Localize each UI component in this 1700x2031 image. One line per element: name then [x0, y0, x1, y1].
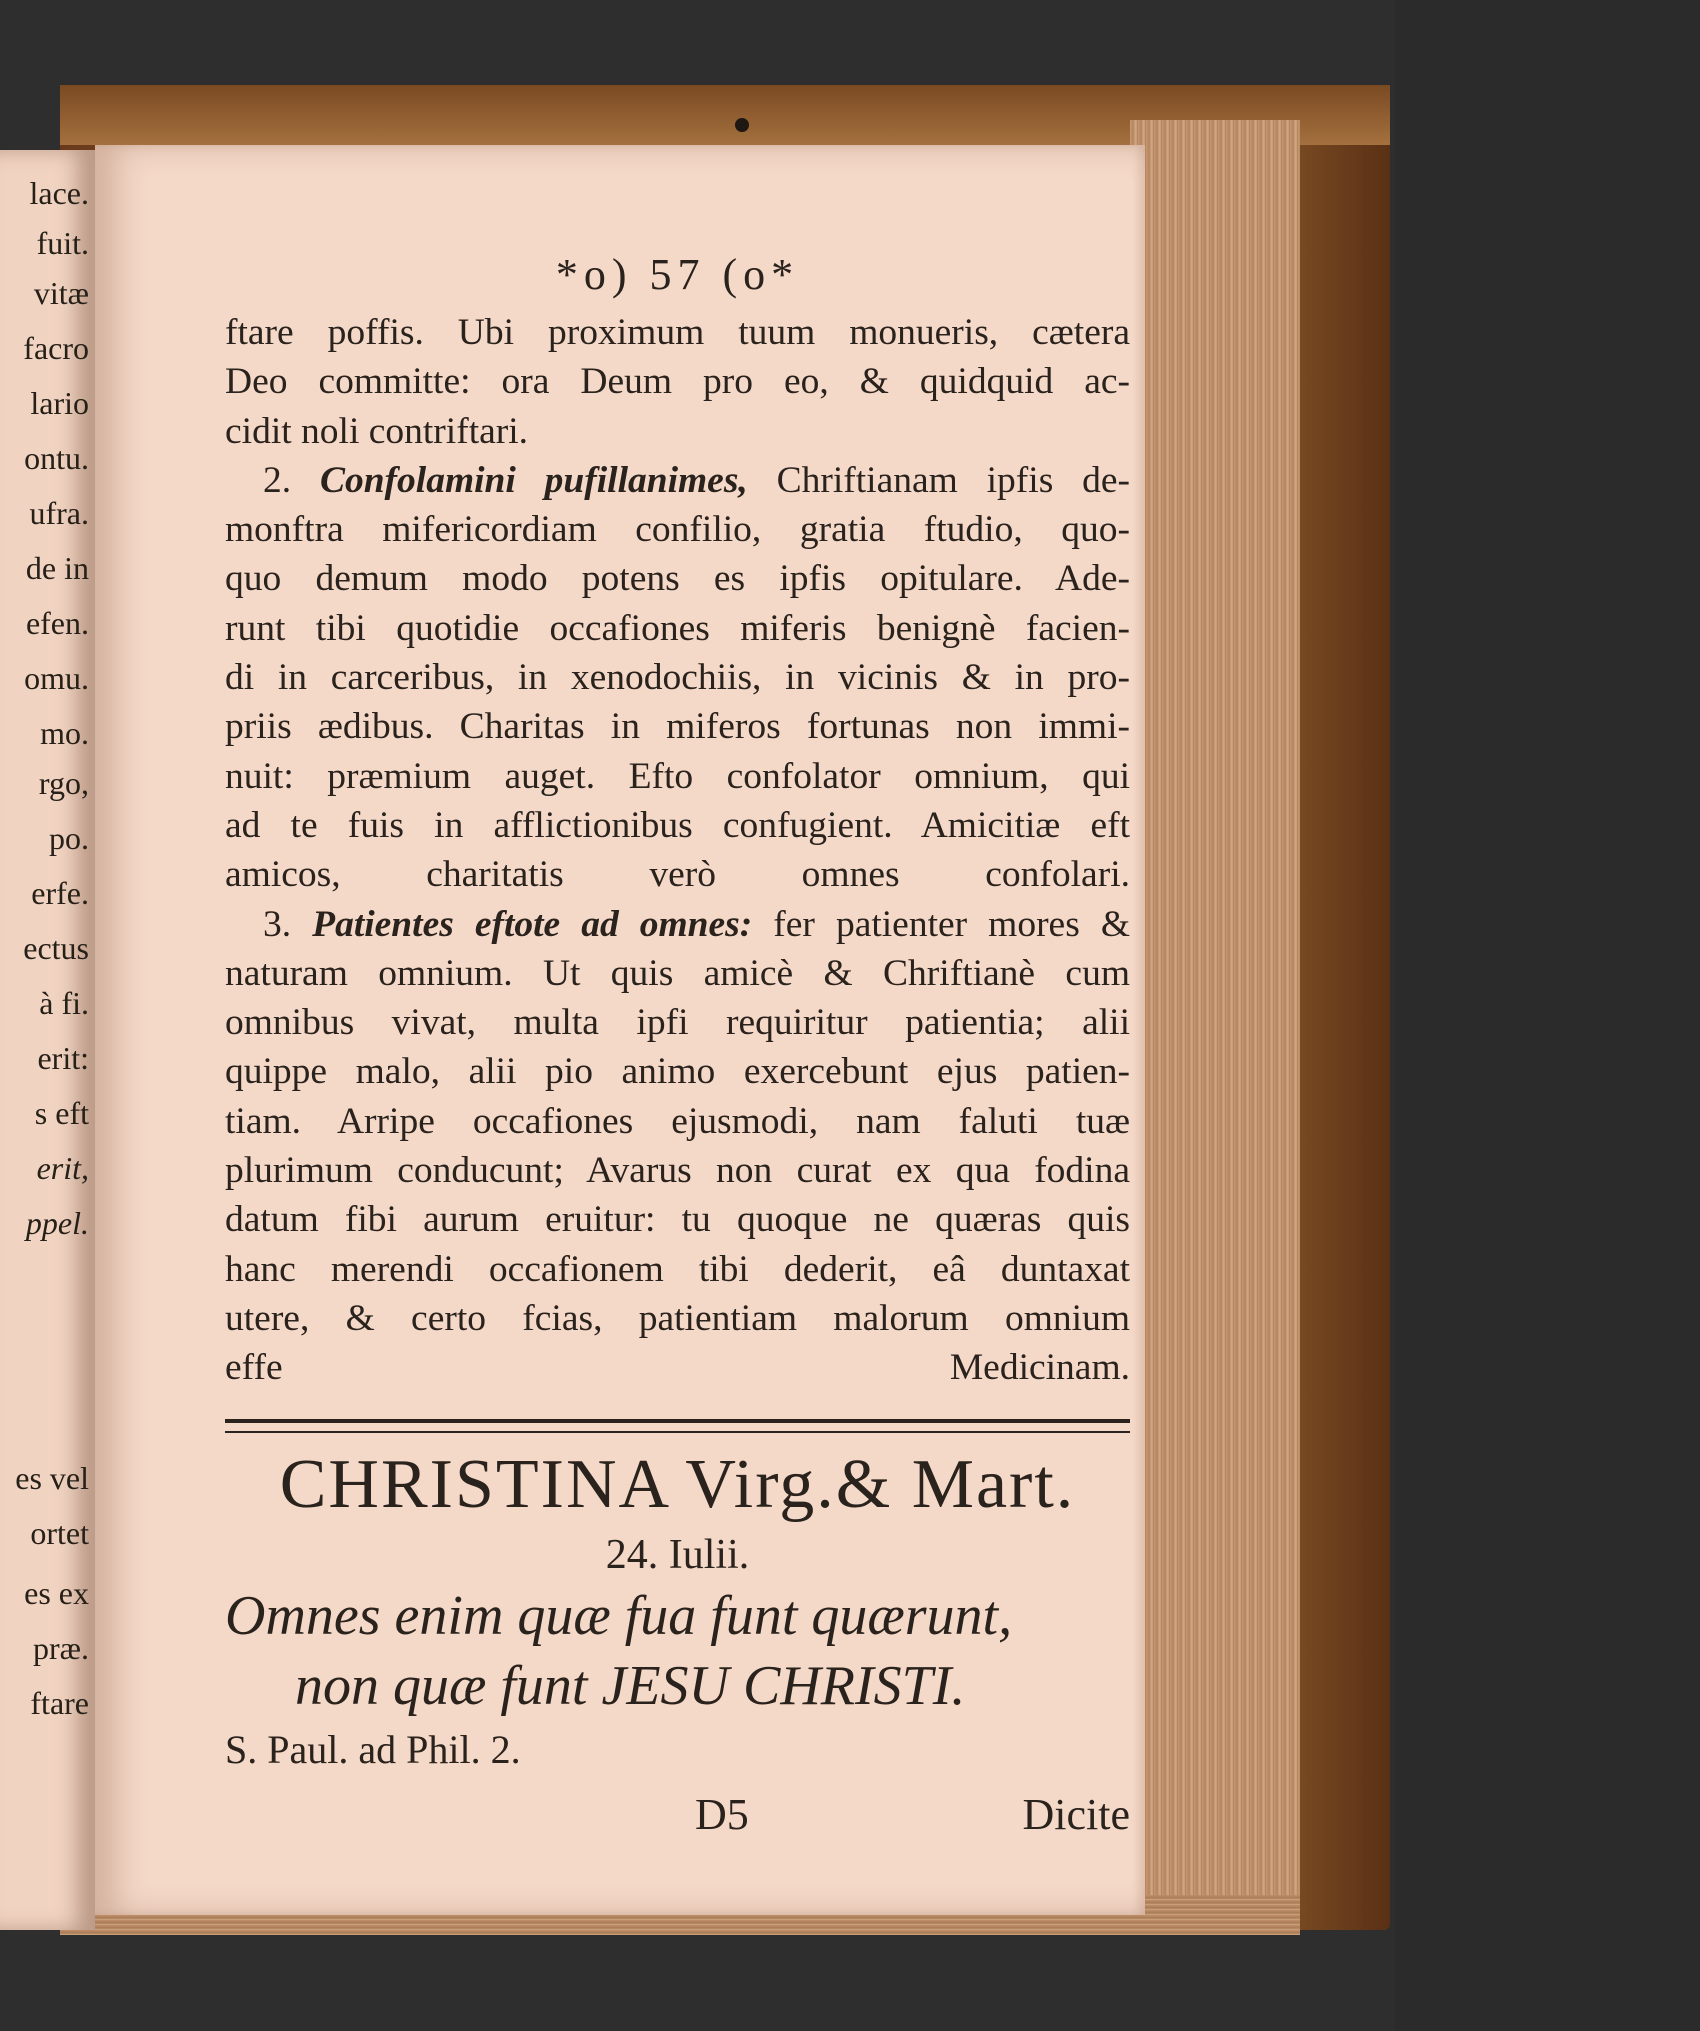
scripture-citation: S. Paul. ad Phil. 2.	[225, 1726, 521, 1772]
paragraph-1	[225, 308, 1130, 456]
page-content	[225, 250, 1130, 1849]
point-number: 3.	[263, 903, 292, 945]
page-fore-edge	[1130, 120, 1300, 1900]
point-heading: Confolamini pufillanimes,	[319, 459, 748, 501]
left-page-fragment: præ.	[33, 1630, 89, 1666]
text-line: hanc merendi occafionem tibi dederit, eâ duntaxat	[225, 1248, 1130, 1290]
text-line: quippe malo, alii pio animo exercebunt ejus patien-	[225, 1051, 1130, 1093]
paragraph-3	[225, 900, 1130, 1393]
text-line: datum fibi aurum eruitur: tu quoque ne quæras quis	[225, 1199, 1130, 1241]
left-page-fragment: lace.	[29, 175, 89, 211]
text-line: utere, & certo fcias, patientiam malorum omnium	[225, 1297, 1130, 1339]
running-head: *o) 57 (o*	[555, 250, 800, 299]
catchword: Dicite	[1022, 1789, 1130, 1839]
backdrop	[1395, 0, 1700, 2031]
text-fragment: Chriftianam ipfis de-	[776, 459, 1130, 501]
left-page-fragment: erfe.	[31, 875, 89, 911]
scripture-quote	[225, 1581, 1130, 1721]
text-line: runt tibi quotidie occafiones miferis benignè facien-	[225, 607, 1130, 649]
text-line	[225, 456, 1130, 505]
text-fragment: fer patienter mores &	[773, 903, 1130, 945]
left-page-fragment: rgo,	[38, 765, 89, 801]
feast-title: CHRISTINA Virg.& Mart.	[279, 1445, 1076, 1523]
left-page-fragment: facro	[23, 330, 89, 366]
section-divider	[225, 1419, 1130, 1433]
text-line: Deo committe: ora Deum pro eo, & quidquid ac-	[225, 361, 1130, 403]
left-page-fragment: ftare	[30, 1685, 89, 1721]
text-line: amicos, charitatis verò omnes confolari.	[225, 854, 1130, 896]
left-page-fragment: fuit.	[36, 225, 89, 261]
text-line: cidit noli contriftari.	[225, 410, 529, 452]
text-line: omnibus vivat, multa ipfi requiritur patientia; alii	[225, 1002, 1130, 1044]
left-page-fragment: à fi.	[39, 985, 89, 1021]
previous-page-fragment	[0, 150, 95, 1930]
text-line: quo demum modo potens es ipfis opitulare. Ade-	[225, 558, 1130, 600]
feast-date: 24. Iulii.	[605, 1531, 750, 1578]
text-line: ad te fuis in afflictionibus confugient. Amicitiæ eft	[225, 804, 1130, 846]
left-page-fragment: efen.	[25, 605, 89, 641]
scripture-line: non quæ funt JESU CHRISTI.	[295, 1654, 966, 1717]
left-page-fragment: es vel	[15, 1460, 89, 1496]
left-page-fragment: s eft	[34, 1095, 89, 1131]
left-page-fragment: de in	[25, 550, 89, 586]
book-page	[95, 145, 1145, 1915]
left-page-fragment: lario	[30, 385, 89, 421]
left-page-fragment: omu.	[24, 660, 89, 696]
left-page-fragment: ufra.	[29, 495, 89, 531]
binding-hole-icon	[735, 118, 749, 132]
text-line: naturam omnium. Ut quis amicè & Chriftianè cum	[225, 952, 1130, 994]
left-page-fragment: ectus	[23, 930, 89, 966]
point-heading: Patientes eftote ad omnes:	[312, 903, 753, 945]
left-page-fragment: vitæ	[33, 275, 89, 311]
text-line: ftare poffis. Ubi proximum tuum monueris, cætera	[225, 312, 1130, 353]
left-page-fragment: erit,	[36, 1150, 89, 1186]
left-page-fragment: es ex	[24, 1575, 89, 1611]
text-line: di in carceribus, in xenodochiis, in vicinis & in pro-	[225, 657, 1130, 699]
text-line: tiam. Arripe occafiones ejusmodi, nam faluti tuæ	[225, 1100, 1130, 1142]
text-line: plurimum conducunt; Avarus non curat ex qua fodina	[225, 1150, 1130, 1192]
left-page-fragment: mo.	[40, 715, 89, 751]
left-page-fragment: po.	[49, 820, 89, 856]
text-line	[225, 900, 1130, 949]
scripture-line: Omnes enim quæ fua funt quærunt,	[225, 1584, 1013, 1647]
left-page-fragment: ppel.	[25, 1205, 89, 1241]
point-number: 2.	[263, 459, 292, 501]
paragraph-2	[225, 456, 1130, 900]
page-footer	[225, 1789, 1130, 1849]
text-line: effe Medicinam.	[225, 1347, 1130, 1389]
left-page-fragment: erit:	[37, 1040, 89, 1076]
text-line: nuit: præmium auget. Efto confolator omnium, qui	[225, 755, 1130, 797]
left-page-fragment: ortet	[30, 1515, 89, 1551]
signature-mark: D5	[695, 1789, 749, 1839]
left-page-fragment: ontu.	[24, 440, 89, 476]
text-line: monftra mifericordiam confilio, gratia ftudio, quo-	[225, 509, 1130, 551]
text-line: priis ædibus. Charitas in miferos fortunas non immi-	[225, 706, 1130, 748]
